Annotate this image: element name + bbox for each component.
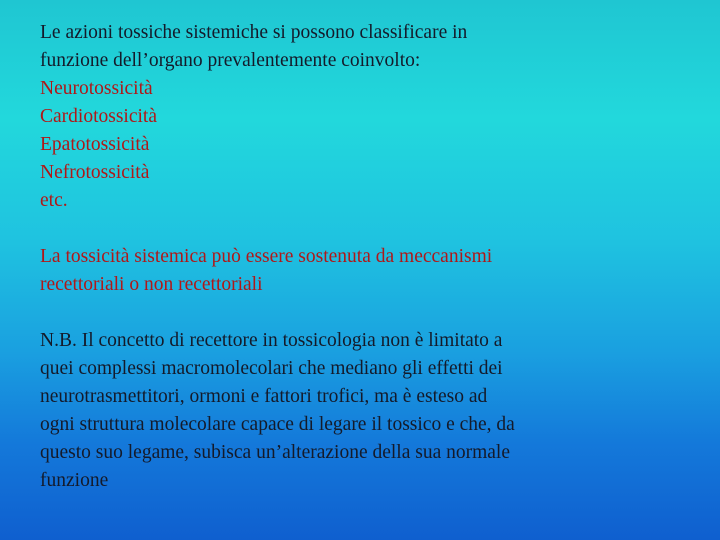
slide-content (40, 19, 700, 495)
note-line: quei complessi macromolecolari che mediano gli effetti dei (40, 358, 503, 379)
mechanism-line: La tossicità sistemica può essere sostenuta da meccanismi (40, 246, 493, 267)
mechanism-line: recettoriali o non recettoriali (40, 274, 263, 295)
note-line: N.B. Il concetto di recettore in tossicologia non è limitato a (40, 330, 503, 351)
intro-paragraph (40, 19, 700, 75)
organ-list-item: Epatotossicità (40, 134, 150, 155)
organ-list-item: etc. (40, 190, 68, 211)
note-line: funzione (40, 470, 109, 491)
note-paragraph (40, 327, 700, 495)
note-line: questo suo legame, subisca un’alterazione della sua normale (40, 442, 510, 463)
organ-list-item: Neurotossicità (40, 78, 153, 99)
organ-list-item: Cardiotossicità (40, 106, 157, 127)
organ-list-item: Nefrotossicità (40, 162, 150, 183)
mechanism-paragraph (40, 243, 700, 299)
organ-list (40, 75, 700, 215)
intro-line: funzione dell’organo prevalentemente coinvolto: (40, 50, 421, 71)
note-line: neurotrasmettitori, ormoni e fattori trofici, ma è esteso ad (40, 386, 488, 407)
note-line: ogni struttura molecolare capace di legare il tossico e che, da (40, 414, 515, 435)
intro-line: Le azioni tossiche sistemiche si possono classificare in (40, 22, 468, 43)
